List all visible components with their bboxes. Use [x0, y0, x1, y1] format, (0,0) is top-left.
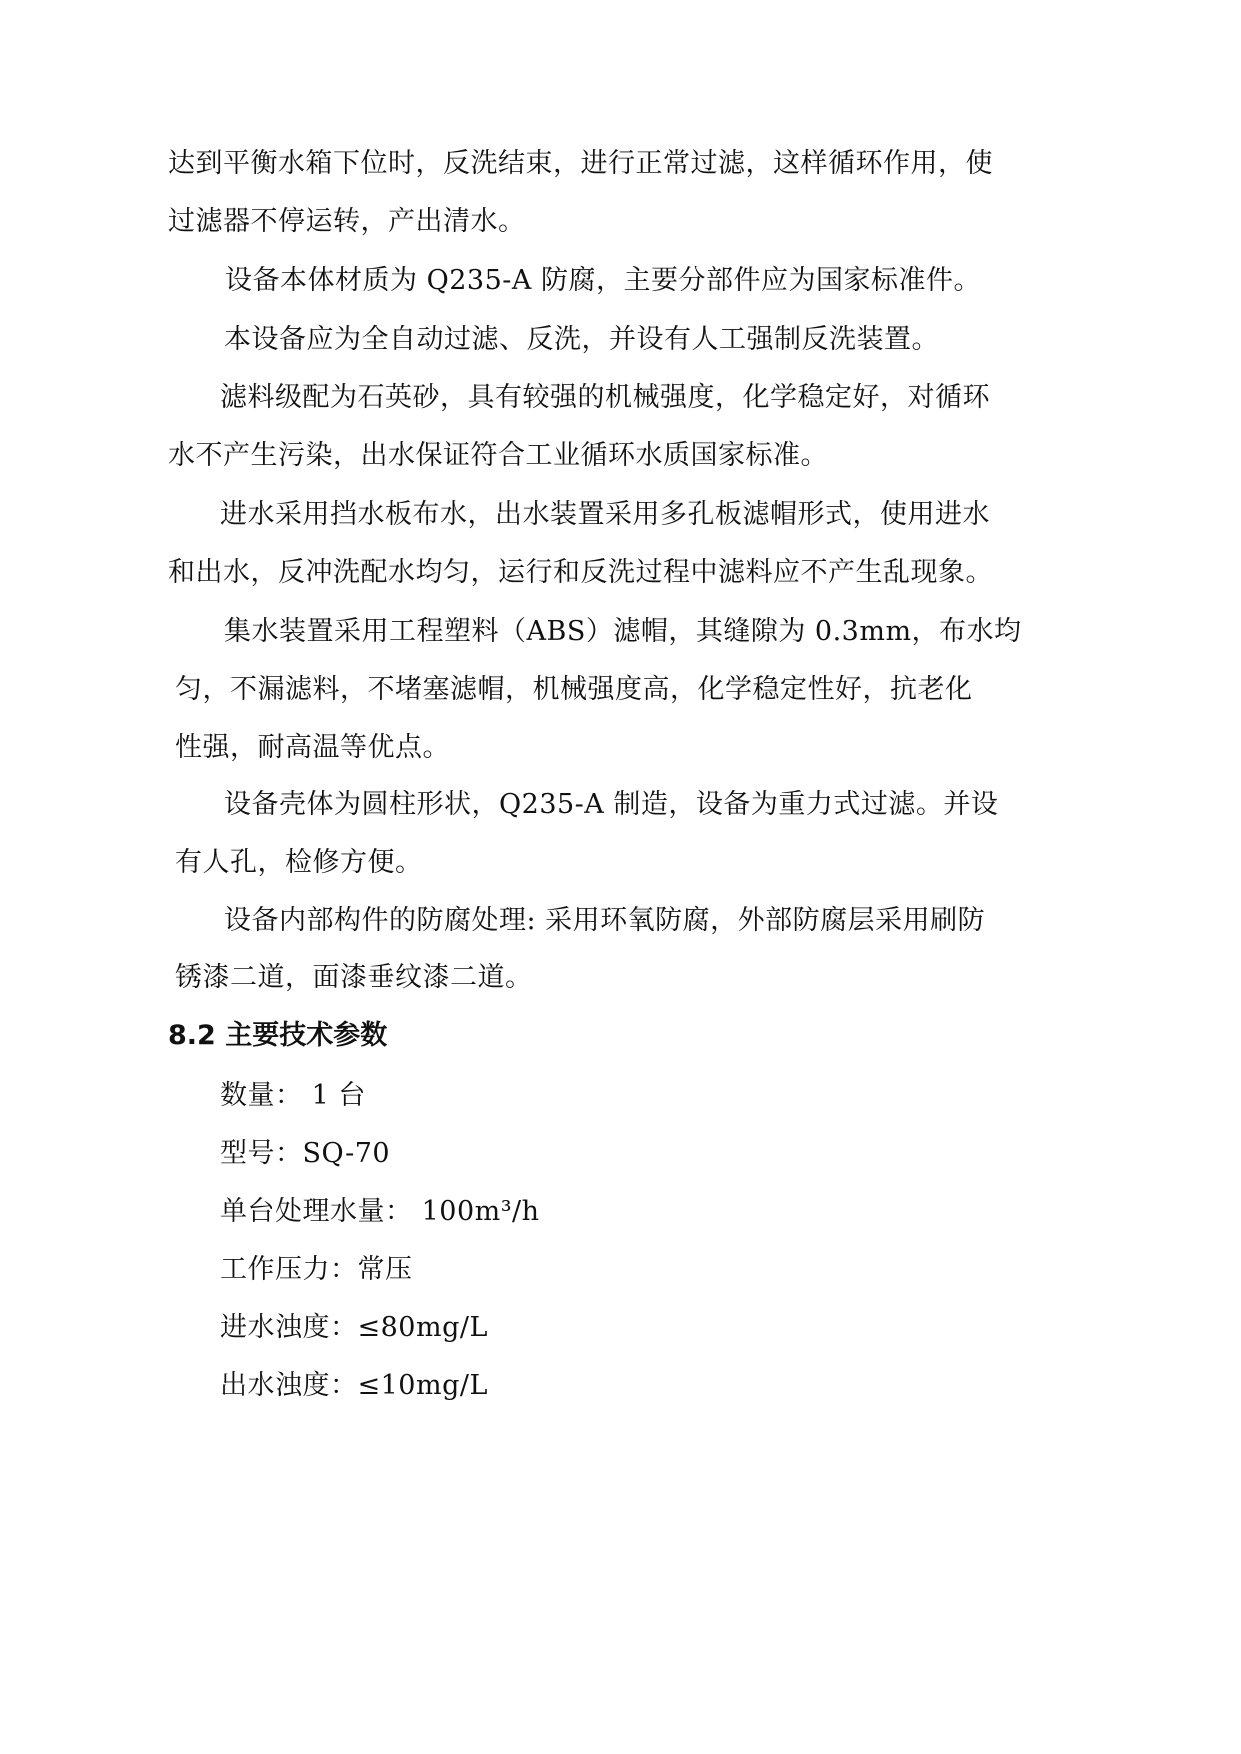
paragraph-4-line-2: 水不产生污染，出水保证符合工业循环水质国家标准。 — [168, 440, 828, 471]
param-flow-rate: 单台处理水量： 100m³/h — [220, 1196, 540, 1227]
paragraph-4-line-1: 滤料级配为石英砂，具有较强的机械强度，化学稳定好，对循环 — [220, 382, 990, 413]
paragraph-7-line-2: 有人孔，检修方便。 — [175, 847, 423, 878]
param-quantity: 数量： 1 台 — [220, 1080, 366, 1111]
paragraph-1-line-2: 过滤器不停运转，产出清水。 — [168, 206, 526, 237]
paragraph-2-line-1: 设备本体材质为 Q235-A 防腐，主要分部件应为国家标准件。 — [225, 265, 981, 296]
paragraph-5-line-2: 和出水，反冲洗配水均匀，运行和反洗过程中滤料应不产生乱现象。 — [168, 557, 993, 588]
param-inlet-turbidity: 进水浊度：≤80mg/L — [220, 1312, 488, 1343]
paragraph-5-line-1: 进水采用挡水板布水，出水装置采用多孔板滤帽形式，使用进水 — [220, 499, 990, 530]
paragraph-7-line-1: 设备壳体为圆柱形状，Q235-A 制造，设备为重力式过滤。并设 — [224, 789, 999, 820]
paragraph-6-line-1: 集水装置采用工程塑料（ABS）滤帽，其缝隙为 0.3mm，布水均 — [224, 616, 1022, 647]
paragraph-6-line-2: 匀，不漏滤料，不堵塞滤帽，机械强度高，化学稳定性好，抗老化 — [175, 674, 973, 705]
paragraph-6-line-3: 性强，耐高温等优点。 — [175, 732, 450, 763]
param-working-pressure: 工作压力：常压 — [220, 1254, 413, 1285]
section-heading: 8.2 主要技术参数 — [168, 1020, 388, 1051]
paragraph-1-line-1: 达到平衡水箱下位时，反洗结束，进行正常过滤，这样循环作用，使 — [168, 148, 993, 179]
paragraph-8-line-1: 设备内部构件的防腐处理: 采用环氧防腐，外部防腐层采用刷防 — [224, 905, 986, 936]
param-model: 型号：SQ-70 — [220, 1138, 391, 1169]
param-outlet-turbidity: 出水浊度：≤10mg/L — [220, 1370, 488, 1401]
paragraph-3-line-1: 本设备应为全自动过滤、反洗，并设有人工强制反洗装置。 — [224, 324, 939, 355]
paragraph-8-line-2: 锈漆二道，面漆垂纹漆二道。 — [175, 962, 533, 993]
